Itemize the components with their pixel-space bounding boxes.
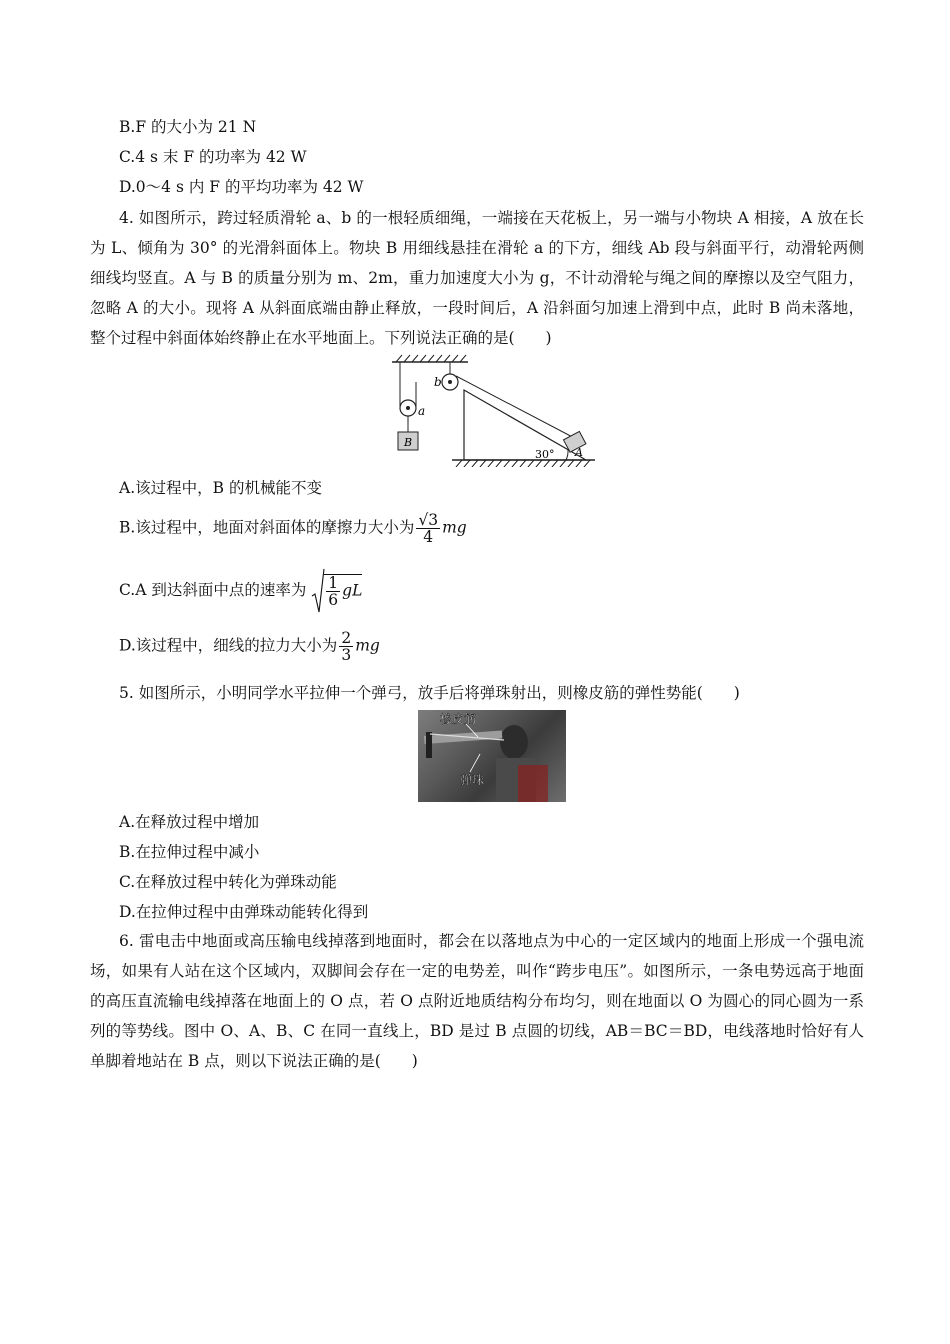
- q4-option-c-denominator: 6: [328, 591, 339, 609]
- label-pulley-b: b: [434, 375, 442, 389]
- q4-option-d: [119, 630, 380, 663]
- q5-slingshot-photo: [418, 710, 566, 802]
- q4-option-c-fraction: [326, 575, 340, 608]
- q4-option-c-suffix: gL: [342, 581, 363, 600]
- label-block-a: A: [575, 446, 583, 459]
- q4-option-d-denominator: 3: [341, 646, 352, 664]
- q3-option-d: D.0～4 s 内 F 的平均功率为 42 W: [119, 178, 364, 196]
- label-angle: 30°: [535, 448, 555, 461]
- q5-option-d: D.在拉伸过程中由弹珠动能转化得到: [119, 903, 369, 921]
- q4-option-d-prefix: D.该过程中，细线的拉力大小为: [119, 636, 338, 655]
- q3-option-c: C.4 s 末 F 的功率为 42 W: [119, 148, 307, 166]
- q4-option-d-numerator: 2: [341, 629, 352, 647]
- q4-stem: 4. 如图所示，跨过轻质滑轮 a、b 的一根轻质细绳，一端接在天花板上，另一端与小物块 A 相接，A 放在长为 L、倾角为 30° 的光滑斜面体上。物块 B 用细线悬挂在滑轮 a 的下方，细线 Ab 段与斜面平行，动滑轮两侧细线均竖直。A 与 B 的质量分别为 m、2m，重力加速度大小为 g，不计动滑轮与绳之间的摩擦以及空气阻力，忽略 A 的大小。现将 A 从斜面底端由静止释放，一段时间后，A 沿斜面匀加速上滑到中点，此时 B 尚未落地，整个过程中斜面体始终静止在水平地面上。下列说法正确的是( ): [90, 209, 864, 347]
- q5-option-a: A.在释放过程中增加: [119, 813, 260, 831]
- q4-option-b: [119, 512, 467, 545]
- q4-option-a: A.该过程中，B 的机械能不变: [119, 479, 322, 497]
- q4-option-b-fraction: [416, 512, 440, 545]
- q4-option-b-numerator: √3: [418, 511, 439, 529]
- q4-option-b-prefix: B.该过程中，地面对斜面体的摩擦力大小为: [119, 518, 415, 537]
- q4-option-b-suffix: mg: [442, 518, 467, 537]
- q4-option-d-fraction: [339, 630, 353, 663]
- q5-stem: 5. 如图所示，小明同学水平拉伸一个弹弓，放手后将弹珠射出，则橡皮筋的弹性势能( ): [119, 684, 740, 702]
- q4-option-c-prefix: C.A 到达斜面中点的速率为: [119, 581, 307, 599]
- q4-option-c: [119, 568, 362, 614]
- q6-stem: 6. 雷电击中地面或高压输电线掉落到地面时，都会在以落地点为中心的一定区域内的地面上形成一个强电流场，如果有人站在这个区域内，双脚间会存在一定的电势差，叫作“跨步电压”。如图所示，一条电势远高于地面的高压直流输电线掉落在地面上的 O 点，若 O 点附近地质结构分布均匀，则在地面以 O 为圆心的同心圆为一系列的等势线。图中 O、A、B、C 在同一直线上，BD 是过 B 点圆的切线，AB＝BC＝BD，电线落地时恰好有人单脚着地站在 B 点，则以下说法正确的是( ): [90, 932, 864, 1070]
- label-pulley-a: a: [418, 404, 426, 418]
- sqrt-sign-icon: [311, 568, 325, 614]
- q4-option-c-sqrt: [311, 568, 362, 614]
- q4-pulley-incline-figure: [390, 352, 600, 467]
- label-pellet: 弹珠: [460, 773, 485, 787]
- q5-option-b: B.在拉伸过程中减小: [119, 843, 260, 861]
- label-block-b: B: [403, 436, 413, 449]
- q4-option-b-denominator: 4: [423, 528, 434, 546]
- q4-option-c-numerator: 1: [328, 574, 339, 592]
- label-rubber-band: 橡皮筋: [440, 712, 477, 726]
- q4-option-d-suffix: mg: [355, 636, 380, 655]
- q3-option-b: B.F 的大小为 21 N: [119, 118, 257, 136]
- q5-option-c: C.在释放过程中转化为弹珠动能: [119, 873, 337, 891]
